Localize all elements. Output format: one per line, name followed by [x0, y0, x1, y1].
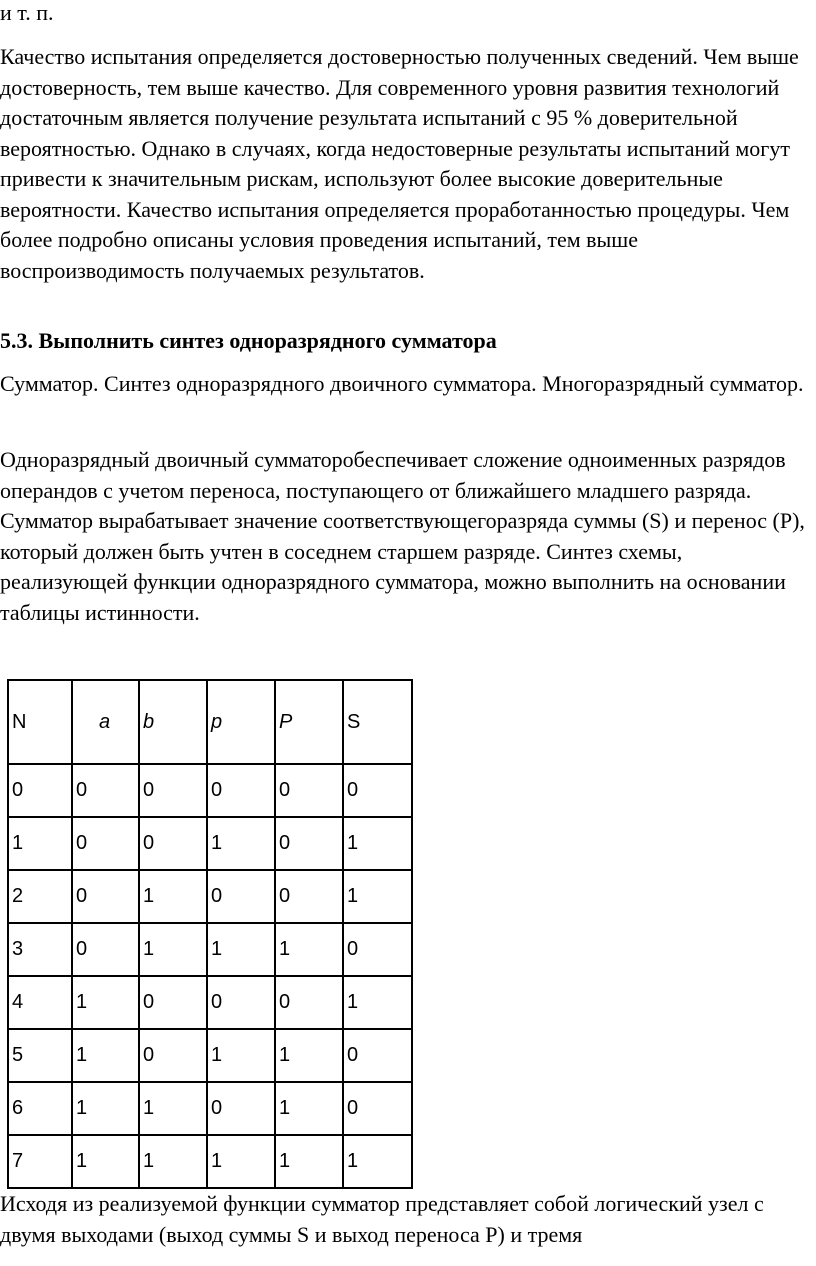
table-cell: 0 — [72, 870, 139, 923]
table-cell: 0 — [139, 817, 207, 870]
table-cell: 1 — [343, 870, 412, 923]
table-cell: 1 — [72, 1029, 139, 1082]
table-cell: 1 — [275, 1029, 343, 1082]
truth-table-header-cell: P — [275, 680, 343, 764]
table-cell: 0 — [72, 817, 139, 870]
table-cell: 1 — [275, 1135, 343, 1188]
table-cell: 0 — [207, 870, 275, 923]
table-row — [8, 1082, 412, 1135]
table-cell: 1 — [207, 923, 275, 976]
table-cell: 0 — [275, 764, 343, 817]
truth-table-header-cell: a — [72, 680, 139, 764]
top-fragment: и т. п. — [0, 0, 54, 25]
table-cell: 0 — [343, 1029, 412, 1082]
table-cell: 3 — [8, 923, 72, 976]
paragraph-bottom: Исходя из реализуемой функции сумматор представляет собой логический узел с двумя выходами (выход суммы S и выход переноса P) и тремя — [0, 1191, 764, 1247]
table-cell: 0 — [139, 764, 207, 817]
table-cell: 2 — [8, 870, 72, 923]
table-cell: 0 — [275, 870, 343, 923]
table-cell: 0 — [8, 764, 72, 817]
table-cell: 0 — [343, 764, 412, 817]
paragraph-adder: Одноразрядный двоичный сумматоробеспечивает сложение одноименных разрядов операндов с учетом переноса, поступающего от ближайшего младшего разряда. Сумматор вырабатывает значение соответствующегоразряда суммы (S) и перенос (P), который должен быть учтен в соседнем старшем разряде. Синтез схемы, реализующей функции одноразрядного сумматора, можно выполнить на основании таблицы истинности. — [0, 447, 805, 625]
table-cell: 1 — [139, 870, 207, 923]
table-row — [8, 764, 412, 817]
table-row — [8, 817, 412, 870]
table-cell: 7 — [8, 1135, 72, 1188]
table-cell: 1 — [8, 817, 72, 870]
table-row — [8, 923, 412, 976]
truth-table — [7, 679, 413, 1189]
table-cell: 0 — [207, 1082, 275, 1135]
table-cell: 1 — [207, 817, 275, 870]
table-cell: 1 — [72, 1082, 139, 1135]
table-cell: 0 — [343, 1082, 412, 1135]
truth-table-header-cell: b — [139, 680, 207, 764]
table-cell: 1 — [139, 1135, 207, 1188]
table-cell: 0 — [139, 976, 207, 1029]
table-cell: 1 — [343, 817, 412, 870]
table-cell: 1 — [207, 1029, 275, 1082]
table-cell: 1 — [275, 923, 343, 976]
truth-table-header-cell: N — [8, 680, 72, 764]
table-row — [8, 870, 412, 923]
table-cell: 1 — [139, 1082, 207, 1135]
paragraph-quality: Качество испытания определяется достоверностью полученных сведений. Чем выше достоверность, тем выше качество. Для современного уровня развития технологий достаточным является получение результата испытаний с 95 % доверительной вероятностью. Однако в случаях, когда недостоверные результаты испытаний могут привести к значительным рискам, используют более высокие доверительные вероятности. Качество испытания определяется проработанностью процедуры. Чем более подробно описаны условия проведения испытаний, тем выше воспроизводимость получаемых результатов. — [0, 44, 799, 283]
table-cell: 4 — [8, 976, 72, 1029]
table-cell: 0 — [72, 923, 139, 976]
table-cell: 1 — [72, 976, 139, 1029]
table-cell: 5 — [8, 1029, 72, 1082]
truth-table-header-cell: S — [343, 680, 412, 764]
table-row — [8, 1135, 412, 1188]
table-cell: 1 — [72, 1135, 139, 1188]
table-cell: 0 — [275, 817, 343, 870]
table-cell: 0 — [72, 764, 139, 817]
section-heading: 5.3. Выполнить синтез одноразрядного сумматора — [0, 328, 497, 353]
table-cell: 0 — [139, 1029, 207, 1082]
table-cell: 1 — [343, 976, 412, 1029]
table-cell: 1 — [207, 1135, 275, 1188]
table-row — [8, 1029, 412, 1082]
table-cell: 0 — [207, 976, 275, 1029]
table-cell: 1 — [343, 1135, 412, 1188]
table-row — [8, 976, 412, 1029]
table-cell: 0 — [343, 923, 412, 976]
table-cell: 0 — [207, 764, 275, 817]
truth-table-header-row — [8, 680, 412, 764]
table-cell: 1 — [275, 1082, 343, 1135]
paragraph-topics: Сумматор. Синтез одноразрядного двоичного сумматора. Многоразрядный сумматор. — [0, 371, 804, 396]
truth-table-header-cell: p — [207, 680, 275, 764]
table-cell: 6 — [8, 1082, 72, 1135]
table-cell: 1 — [139, 923, 207, 976]
table-cell: 0 — [275, 976, 343, 1029]
